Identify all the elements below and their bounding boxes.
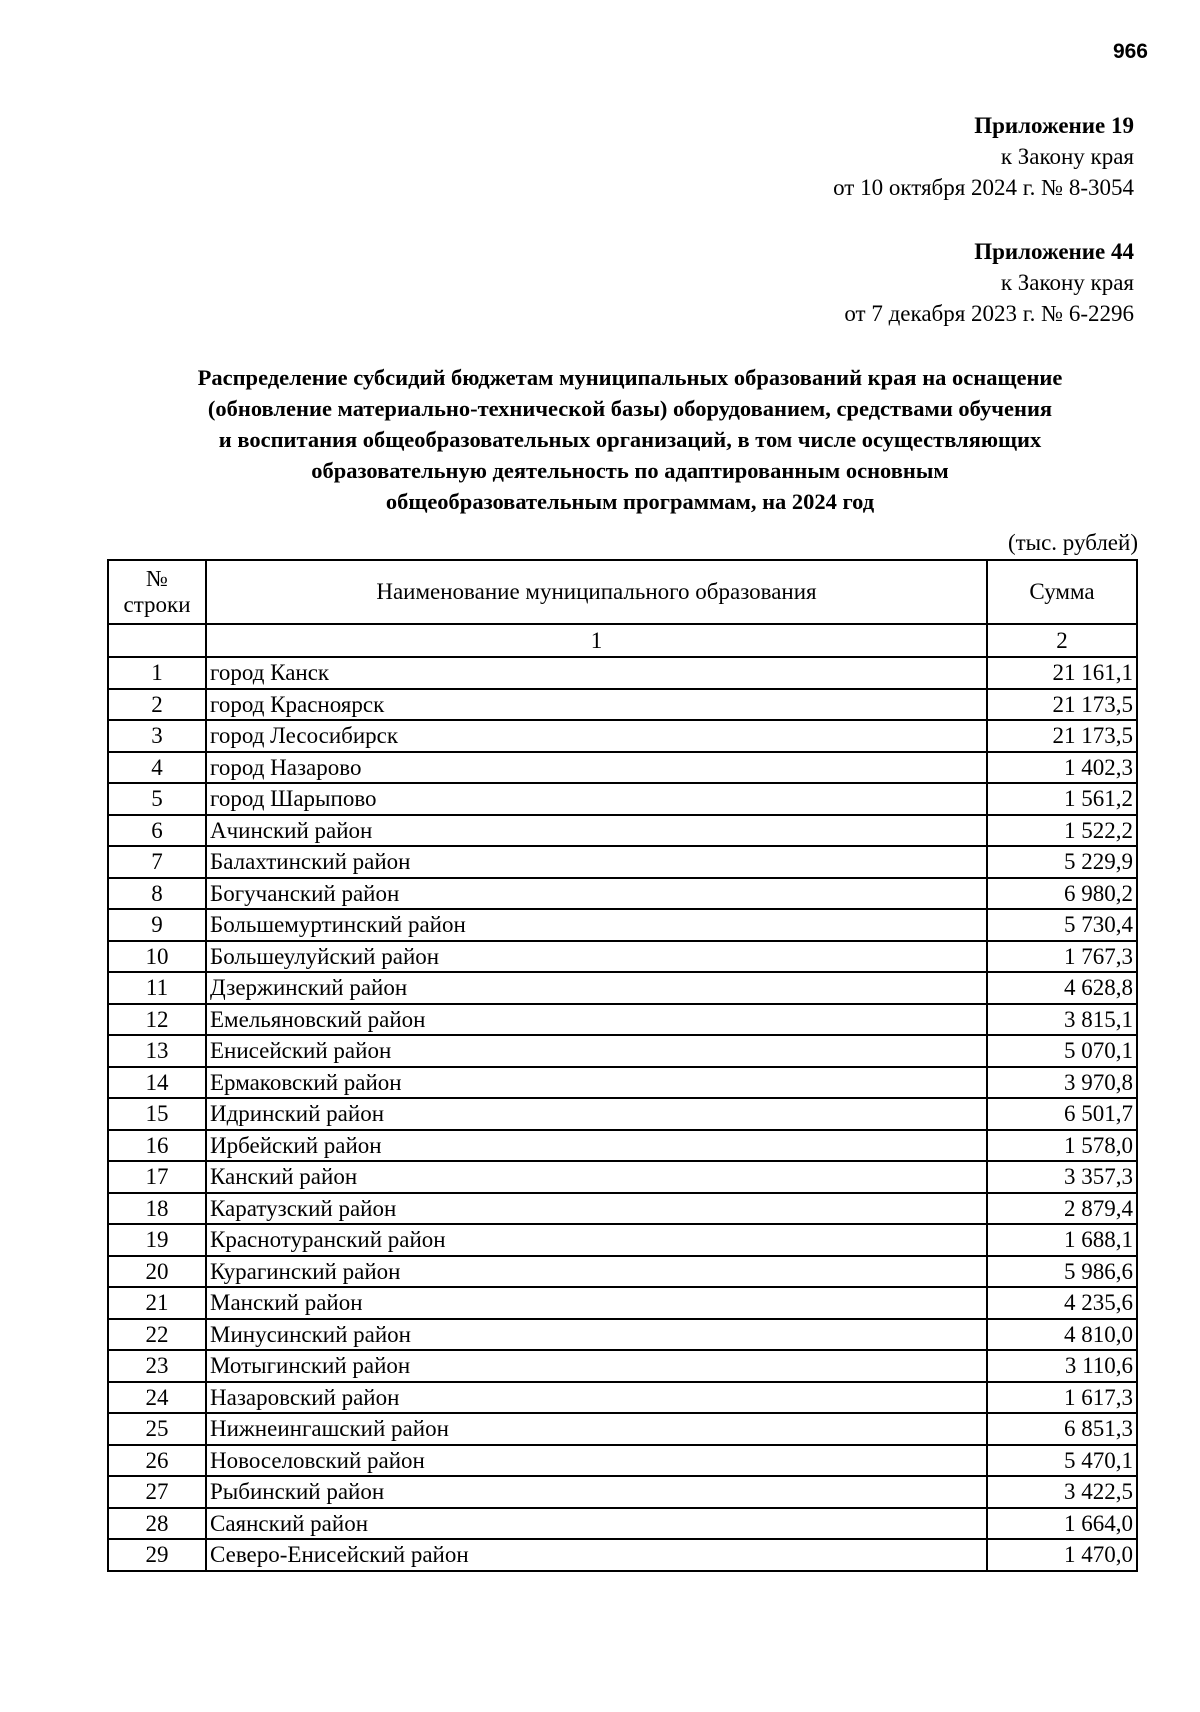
table-row	[108, 846, 1137, 878]
header-row-number-label: строки	[123, 592, 191, 617]
sum-cell: 6 980,2	[987, 878, 1137, 910]
municipality-name-cell: Ирбейский район	[206, 1130, 987, 1162]
sum-cell: 4 810,0	[987, 1319, 1137, 1351]
municipality-name-cell: Курагинский район	[206, 1256, 987, 1288]
row-number-cell: 18	[108, 1193, 206, 1225]
row-number-cell: 14	[108, 1067, 206, 1099]
municipality-name-cell: Мотыгинский район	[206, 1350, 987, 1382]
municipality-name-cell: Рыбинский район	[206, 1476, 987, 1508]
municipality-name-cell: Саянский район	[206, 1508, 987, 1540]
sum-cell: 3 970,8	[987, 1067, 1137, 1099]
row-number-cell: 21	[108, 1287, 206, 1319]
row-number-cell: 5	[108, 783, 206, 815]
table-row	[108, 1287, 1137, 1319]
row-number-cell: 25	[108, 1413, 206, 1445]
row-number-cell: 24	[108, 1382, 206, 1414]
row-number-cell: 6	[108, 815, 206, 847]
municipality-name-cell: Канский район	[206, 1161, 987, 1193]
page-number: 966	[1112, 40, 1148, 63]
appendix-19-law-ref: к Закону края	[1000, 144, 1134, 169]
table-row	[108, 1539, 1137, 1571]
table-row	[108, 1256, 1137, 1288]
table-row	[108, 878, 1137, 910]
row-number-cell: 4	[108, 752, 206, 784]
row-number-cell: 27	[108, 1476, 206, 1508]
municipality-name-cell: Емельяновский район	[206, 1004, 987, 1036]
municipality-name-cell: Ачинский район	[206, 815, 987, 847]
sum-cell: 3 357,3	[987, 1161, 1137, 1193]
table-row	[108, 1319, 1137, 1351]
table-row	[108, 720, 1137, 752]
row-number-cell: 28	[108, 1508, 206, 1540]
table-row	[108, 1413, 1137, 1445]
table-row	[108, 941, 1137, 973]
sum-cell: 1 578,0	[987, 1130, 1137, 1162]
sum-cell: 1 470,0	[987, 1539, 1137, 1571]
sum-cell: 6 851,3	[987, 1413, 1137, 1445]
table-row	[108, 689, 1137, 721]
sum-cell: 1 522,2	[987, 815, 1137, 847]
sum-cell: 3 110,6	[987, 1350, 1137, 1382]
table-body	[108, 657, 1137, 1571]
row-number-cell: 8	[108, 878, 206, 910]
row-number-cell: 16	[108, 1130, 206, 1162]
table-row	[108, 1004, 1137, 1036]
sum-cell: 21 173,5	[987, 689, 1137, 721]
row-number-cell: 9	[108, 909, 206, 941]
row-number-cell: 26	[108, 1445, 206, 1477]
sum-cell: 21 173,5	[987, 720, 1137, 752]
header-municipality-name: Наименование муниципального образования	[206, 560, 987, 624]
municipality-name-cell: Дзержинский район	[206, 972, 987, 1004]
document-title-line: и воспитания общеобразовательных организаций, в том числе осуществляющих	[218, 427, 1042, 452]
municipality-name-cell: Идринский район	[206, 1098, 987, 1130]
header-row-number-symbol: №	[146, 566, 168, 591]
column-number-cell: 1	[206, 624, 987, 657]
row-number-cell: 23	[108, 1350, 206, 1382]
appendix-19-block	[833, 110, 1134, 203]
sum-cell: 5 470,1	[987, 1445, 1137, 1477]
municipality-name-cell: Манский район	[206, 1287, 987, 1319]
document-title	[110, 362, 1150, 517]
table-row	[108, 909, 1137, 941]
table-row	[108, 1508, 1137, 1540]
municipality-name-cell: Северо-Енисейский район	[206, 1539, 987, 1571]
sum-cell: 21 161,1	[987, 657, 1137, 689]
table-row	[108, 1035, 1137, 1067]
municipality-name-cell: Каратузский район	[206, 1193, 987, 1225]
table-row	[108, 815, 1137, 847]
municipality-name-cell: город Назарово	[206, 752, 987, 784]
document-title-line: образовательную деятельность по адаптированным основным	[311, 458, 949, 483]
table-row	[108, 1130, 1137, 1162]
table-row	[108, 1350, 1137, 1382]
row-number-cell: 2	[108, 689, 206, 721]
row-number-cell: 3	[108, 720, 206, 752]
municipality-name-cell: Минусинский район	[206, 1319, 987, 1351]
sum-cell: 5 070,1	[987, 1035, 1137, 1067]
sum-cell: 4 628,8	[987, 972, 1137, 1004]
municipality-name-cell: Балахтинский район	[206, 846, 987, 878]
appendix-44-title: Приложение 44	[974, 239, 1134, 264]
sum-cell: 3 815,1	[987, 1004, 1137, 1036]
sum-cell: 1 767,3	[987, 941, 1137, 973]
column-numbers-row	[108, 624, 1137, 657]
sum-cell: 4 235,6	[987, 1287, 1137, 1319]
table-row	[108, 783, 1137, 815]
row-number-cell: 13	[108, 1035, 206, 1067]
row-number-cell: 22	[108, 1319, 206, 1351]
row-number-cell: 7	[108, 846, 206, 878]
document-title-line: Распределение субсидий бюджетам муниципальных образований края на оснащение	[197, 365, 1063, 390]
header-row-number	[108, 560, 206, 624]
table-row	[108, 1445, 1137, 1477]
row-number-cell: 1	[108, 657, 206, 689]
sum-cell: 6 501,7	[987, 1098, 1137, 1130]
row-number-cell: 11	[108, 972, 206, 1004]
table-row	[108, 1476, 1137, 1508]
table-row	[108, 752, 1137, 784]
appendix-44-law-date: от 7 декабря 2023 г. № 6-2296	[844, 301, 1134, 326]
column-number-cell	[108, 624, 206, 657]
table-row	[108, 1067, 1137, 1099]
table-row	[108, 972, 1137, 1004]
appendix-44-block	[844, 236, 1134, 329]
sum-cell: 1 617,3	[987, 1382, 1137, 1414]
municipality-name-cell: Краснотуранский район	[206, 1224, 987, 1256]
row-number-cell: 20	[108, 1256, 206, 1288]
municipality-name-cell: Большеулуйский район	[206, 941, 987, 973]
appendix-44-law-ref: к Закону края	[1000, 270, 1134, 295]
row-number-cell: 12	[108, 1004, 206, 1036]
row-number-cell: 17	[108, 1161, 206, 1193]
sum-cell: 5 730,4	[987, 909, 1137, 941]
municipality-name-cell: Новоселовский район	[206, 1445, 987, 1477]
table-row	[108, 1098, 1137, 1130]
sum-cell: 1 561,2	[987, 783, 1137, 815]
distribution-table	[107, 559, 1138, 1572]
table-row	[108, 1224, 1137, 1256]
sum-cell: 1 688,1	[987, 1224, 1137, 1256]
table-row	[108, 1382, 1137, 1414]
municipality-name-cell: Большемуртинский район	[206, 909, 987, 941]
municipality-name-cell: город Лесосибирск	[206, 720, 987, 752]
row-number-cell: 10	[108, 941, 206, 973]
sum-cell: 1 664,0	[987, 1508, 1137, 1540]
document-title-line: (обновление материально-технической базы) оборудованием, средствами обучения	[207, 396, 1053, 421]
municipality-name-cell: город Красноярск	[206, 689, 987, 721]
municipality-name-cell: Богучанский район	[206, 878, 987, 910]
table-header-row	[108, 560, 1137, 624]
sum-cell: 3 422,5	[987, 1476, 1137, 1508]
sum-cell: 5 229,9	[987, 846, 1137, 878]
sum-cell: 2 879,4	[987, 1193, 1137, 1225]
units-label: (тыс. рублей)	[1007, 530, 1138, 555]
document-title-line: общеобразовательным программам, на 2024 год	[385, 489, 875, 514]
row-number-cell: 19	[108, 1224, 206, 1256]
row-number-cell: 29	[108, 1539, 206, 1571]
municipality-name-cell: Назаровский район	[206, 1382, 987, 1414]
municipality-name-cell: Ермаковский район	[206, 1067, 987, 1099]
appendix-19-law-date: от 10 октября 2024 г. № 8-3054	[833, 175, 1134, 200]
sum-cell: 5 986,6	[987, 1256, 1137, 1288]
appendix-19-title: Приложение 19	[974, 113, 1134, 138]
table-row	[108, 1161, 1137, 1193]
header-sum: Сумма	[987, 560, 1137, 624]
table-row	[108, 657, 1137, 689]
column-number-cell: 2	[987, 624, 1137, 657]
municipality-name-cell: Енисейский район	[206, 1035, 987, 1067]
sum-cell: 1 402,3	[987, 752, 1137, 784]
row-number-cell: 15	[108, 1098, 206, 1130]
municipality-name-cell: Нижнеингашский район	[206, 1413, 987, 1445]
municipality-name-cell: город Шарыпово	[206, 783, 987, 815]
table-row	[108, 1193, 1137, 1225]
municipality-name-cell: город Канск	[206, 657, 987, 689]
